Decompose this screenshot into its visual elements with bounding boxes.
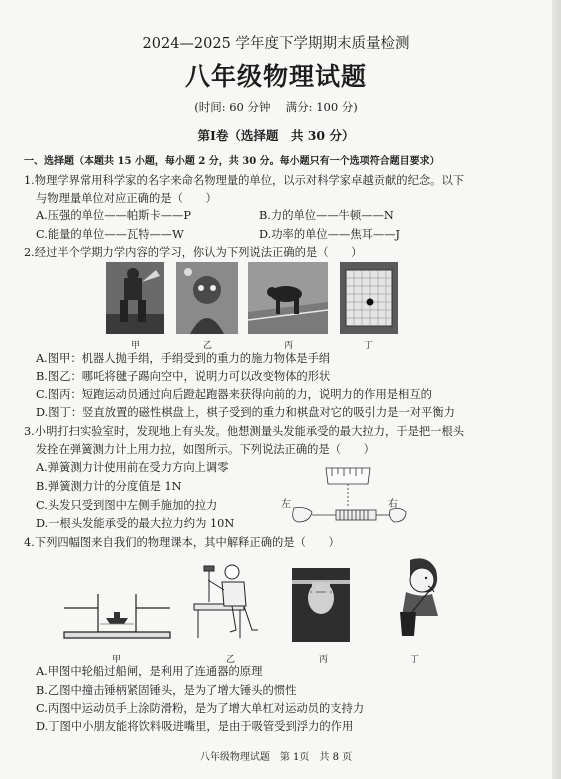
q4-figure-ship-lock (62, 588, 172, 640)
q3-option-c: C.头发只受到图中左侧手施加的拉力 (36, 499, 218, 512)
page-edge-shadow (552, 0, 561, 779)
q2-photo-chessboard (340, 262, 398, 334)
q2-photo-nezha (176, 262, 238, 334)
q4-option-a: A.甲图中轮船过船闸，是利用了连通器的原理 (36, 665, 263, 678)
q1-stem-line2: 与物理量单位对应正确的是（ ） (36, 192, 217, 205)
subject-title: 八年级物理试题 (184, 62, 367, 91)
q2-caption-jia: 甲 (131, 341, 141, 351)
q2-caption-ding: 丁 (364, 341, 374, 351)
q3-label-left: 左 (281, 499, 291, 510)
q1-option-c: C.能量的单位——瓦特——W (36, 228, 184, 241)
section-title: 一、选择题（本题共 15 小题，每小题 2 分，共 30 分。每小题只有一个选项符合题目要求） (24, 156, 440, 167)
q4-caption-ding: 丁 (410, 655, 420, 665)
q2-stem: 2.经过半个学期力学内容的学习，你认为下列说法正确的是（ ） (24, 246, 363, 259)
q1-stem-line1: 1.物理学界常用科学家的名字来命名物理量的单位，以示对科学家卓越贡献的纪念。以下 (24, 174, 465, 187)
q3-option-d: D.一根头发能承受的最大拉力约为 10N (36, 517, 235, 530)
q2-option-b: B.图乙：哪吒将毽子踢向空中，说明力可以改变物体的形状 (36, 370, 331, 383)
q2-photo-sprinter (248, 262, 328, 334)
q4-option-d: D.丁图中小朋友能将饮料吸进嘴里，是由于吸管受到浮力的作用 (36, 720, 354, 733)
q4-figure-straw (392, 556, 448, 642)
q1-option-a: A.压强的单位——帕斯卡——P (36, 209, 191, 222)
q3-stem-line1: 3.小明打扫实验室时，发现地上有头发。他想测量头发能承受的最大拉力，于是把一根头 (24, 425, 465, 438)
q4-figure-hammer (190, 558, 272, 642)
q4-caption-jia: 甲 (112, 655, 122, 665)
page-footer: 八年级物理试题 第 1页 共 8 页 (199, 752, 353, 763)
part-title: 第Ⅰ卷（选择题 共 30 分） (197, 128, 355, 143)
q3-label-right: 右 (388, 499, 398, 510)
q4-caption-yi: 乙 (226, 655, 236, 665)
time-info: (时间: 60 分钟 满分: 100 分) (194, 100, 358, 114)
q4-caption-bing: 丙 (319, 655, 329, 665)
q2-option-d: D.图丁：竖直放置的磁性棋盘上，棋子受到的重力和棋盘对它的吸引力是一对平衡力 (36, 406, 455, 419)
q4-stem: 4.下列四幅图来自我们的物理课本，其中解释正确的是（ ） (24, 536, 340, 549)
q4-option-c: C.丙图中运动员手上涂防滑粉，是为了增大单杠对运动员的支持力 (36, 702, 365, 715)
q2-photo-robot (106, 262, 164, 334)
q1-option-b: B.力的单位——牛顿——N (259, 209, 394, 222)
q2-option-c: C.图丙：短跑运动员通过向后蹬起跑器来获得向前的力，说明力的作用是相互的 (36, 388, 432, 401)
q1-option-d: D.功率的单位——焦耳——J (259, 228, 401, 241)
q4-figure-bar (292, 568, 350, 642)
q3-option-a: A.弹簧测力计使用前在受力方向上调零 (36, 461, 229, 474)
q2-caption-bing: 丙 (284, 341, 294, 351)
q2-option-a: A.图甲：机器人抛手绢，手绢受到的重力的施力物体是手绢 (36, 352, 331, 365)
q3-option-b: B.弹簧测力计的分度值是 1N (36, 480, 182, 493)
exam-title: 2024—2025 学年度下学期期末质量检测 (142, 36, 410, 52)
q2-caption-yi: 乙 (203, 341, 213, 351)
q3-stem-line2: 发拴在弹簧测力计上用力拉，如图所示。下列说法正确的是（ ） (36, 443, 375, 456)
q4-option-b: B.乙图中撞击锤柄紧固锤头，是为了增大锤头的惯性 (36, 684, 297, 697)
